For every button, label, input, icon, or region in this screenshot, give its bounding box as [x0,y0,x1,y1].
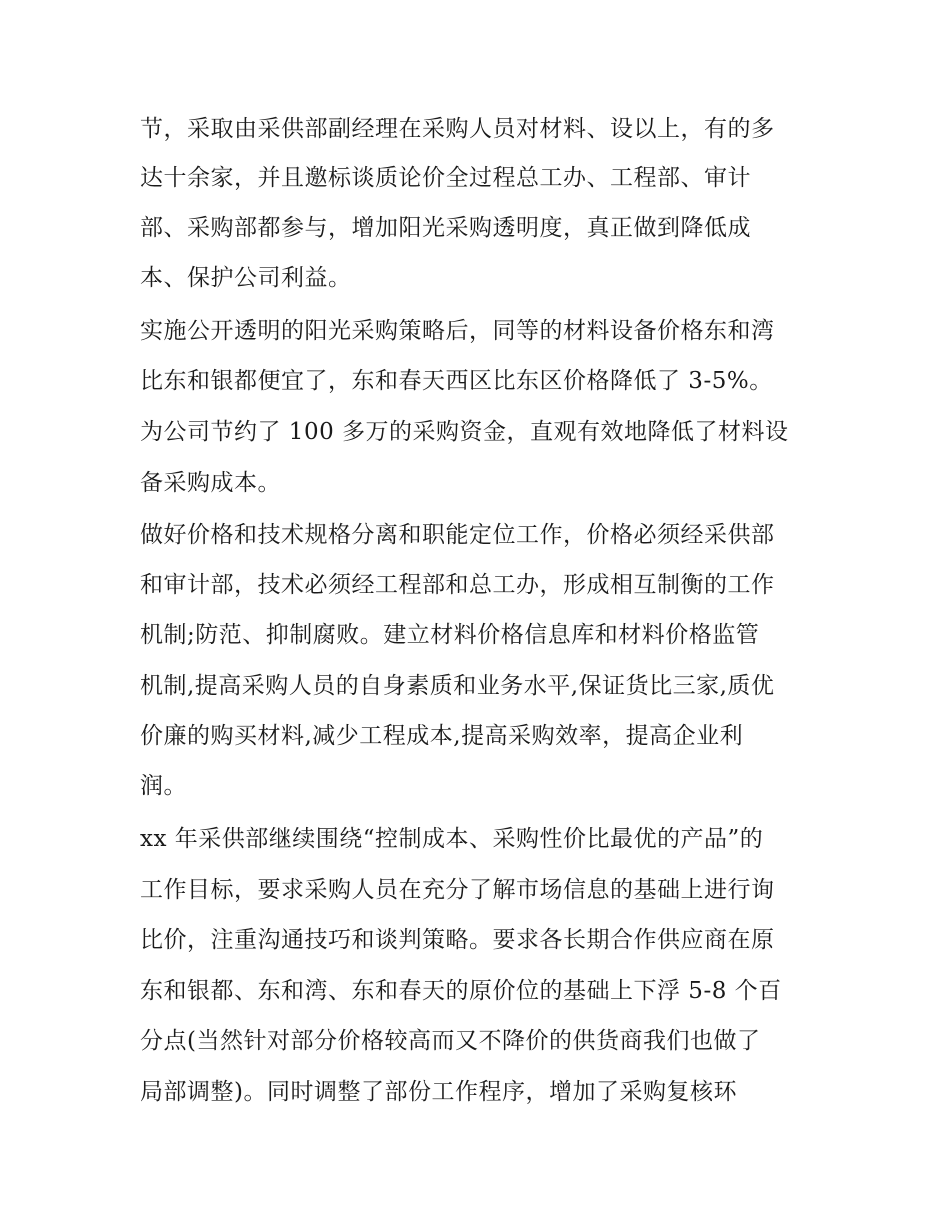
text-line: xx 年采供部继续围绕“控制成本、采购性价比最优的产品”的 [140,826,764,852]
text-line: 和审计部，技术必须经工程部和总工办，形成相互制衡的工作 [140,572,775,598]
text-line: 部、采购部都参与，增加阳光采购透明度，真正做到降低成 [140,215,751,241]
text-line: 备采购成本。 [140,470,281,496]
text-line: 实施公开透明的阳光采购策略后，同等的材料设备价格东和湾 [140,318,775,344]
text-line: 节，采取由采供部副经理在采购人员对材料、设以上，有的多 [140,116,775,142]
text-line: 工作目标，要求采购人员在充分了解市场信息的基础上进行询 [140,877,775,903]
text-line: 分点(当然针对部分价格较高而又不降价的供货商我们也做了 [140,1028,761,1054]
text-line: 本、保护公司利益。 [140,265,352,291]
text-line: 做好价格和技术规格分离和职能定位工作，价格必须经采供部 [140,522,775,548]
text-line: 比东和银都便宜了，东和春天西区比东区价格降低了 3-5%。 [140,368,773,394]
text-line: 机制,提高采购人员的自身素质和业务水平,保证货比三家,质优 [140,673,775,699]
text-line: 东和银都、东和湾、东和春天的原价位的基础上下浮 5-8 个百 [140,978,782,1004]
text-line: 达十余家，并且邀标谈质论价全过程总工办、工程部、审计 [140,165,751,191]
text-line: 价廉的购买材料,减少工程成本,提高采购效率，提高企业利 [140,723,744,749]
text-line: 比价，注重沟通技巧和谈判策略。要求各长期合作供应商在原 [140,927,775,953]
text-line: 为公司节约了 100 多万的采购资金，直观有效地降低了材料设 [140,419,789,445]
text-line: 润。 [140,773,187,799]
text-line: 局部调整)。同时调整了部份工作程序，增加了采购复核环 [140,1079,737,1105]
text-line: 机制;防范、抑制腐败。建立材料价格信息库和材料价格监管 [140,622,760,648]
